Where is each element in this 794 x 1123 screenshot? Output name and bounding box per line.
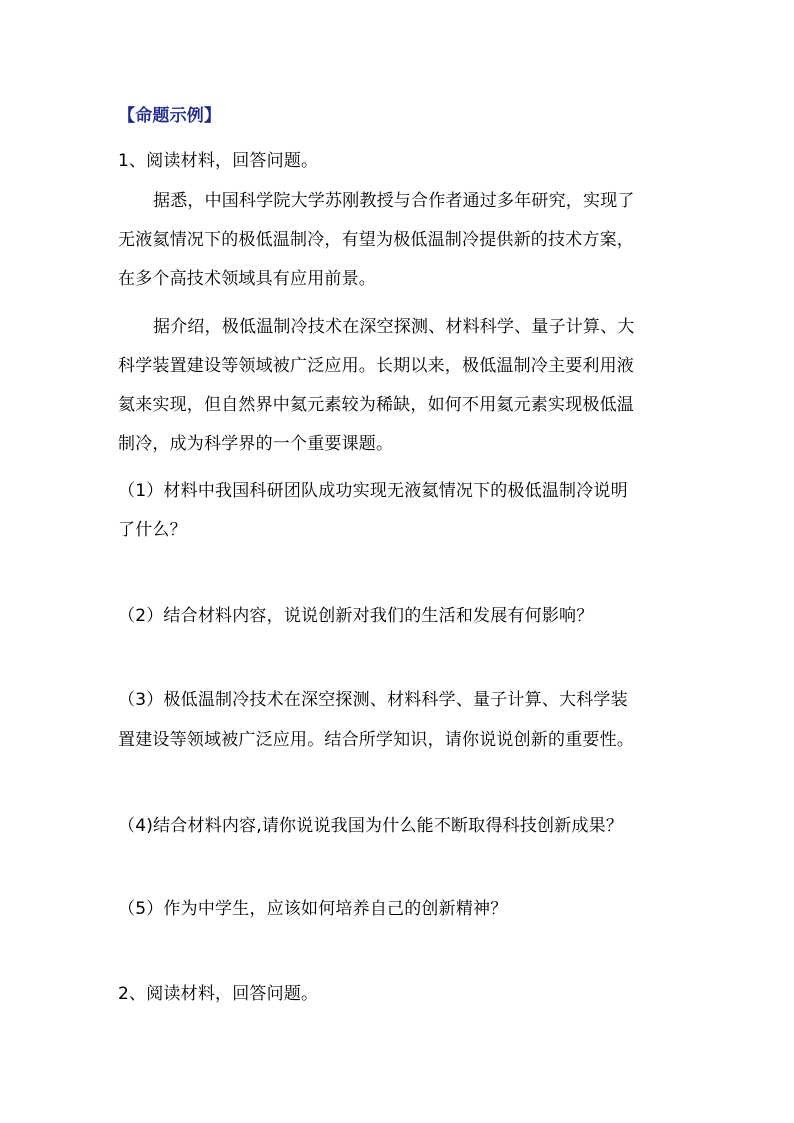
section-heading: 【命题示例】	[118, 106, 222, 126]
paragraph-1-line-3: 在多个高技术领域具有应用前景。	[118, 269, 376, 289]
sub-question-1-line-2: 了什么？	[118, 520, 187, 540]
sub-question-3-line-1: （3）极低温制冷技术在深空探测、材料科学、量子计算、大科学装	[118, 690, 628, 710]
sub-question-4: （4)结合材料内容,请你说说我国为什么能不断取得科技创新成果？	[118, 816, 624, 836]
paragraph-2-line-3: 氦来实现，但自然界中氦元素较为稀缺，如何不用氦元素实现极低温	[118, 395, 634, 415]
sub-question-5: （5）作为中学生，应该如何培养自己的创新精神？	[118, 899, 508, 919]
sub-question-1-line-1: （1）材料中我国科研团队成功实现无液氦情况下的极低温制冷说明	[118, 481, 628, 501]
paragraph-1-line-1: 据悉，中国科学院大学苏刚教授与合作者通过多年研究，实现了	[153, 191, 635, 211]
sub-question-3-line-2: 置建设等领域被广泛应用。结合所学知识，请你说说创新的重要性。	[118, 730, 634, 750]
paragraph-2-line-1: 据介绍，极低温制冷技术在深空探测、材料科学、量子计算、大	[153, 317, 635, 337]
question-2-title: 2、阅读材料，回答问题。	[118, 984, 319, 1004]
question-1-title: 1、阅读材料，回答问题。	[118, 151, 319, 171]
sub-question-2: （2）结合材料内容，说说创新对我们的生活和发展有何影响？	[118, 606, 594, 626]
paragraph-2-line-2: 科学装置建设等领域被广泛应用。长期以来，极低温制冷主要利用液	[118, 356, 634, 376]
paragraph-2-line-4: 制冷，成为科学界的一个重要课题。	[118, 434, 394, 454]
paragraph-1-line-2: 无液氦情况下的极低温制冷，有望为极低温制冷提供新的技术方案，	[118, 230, 634, 250]
